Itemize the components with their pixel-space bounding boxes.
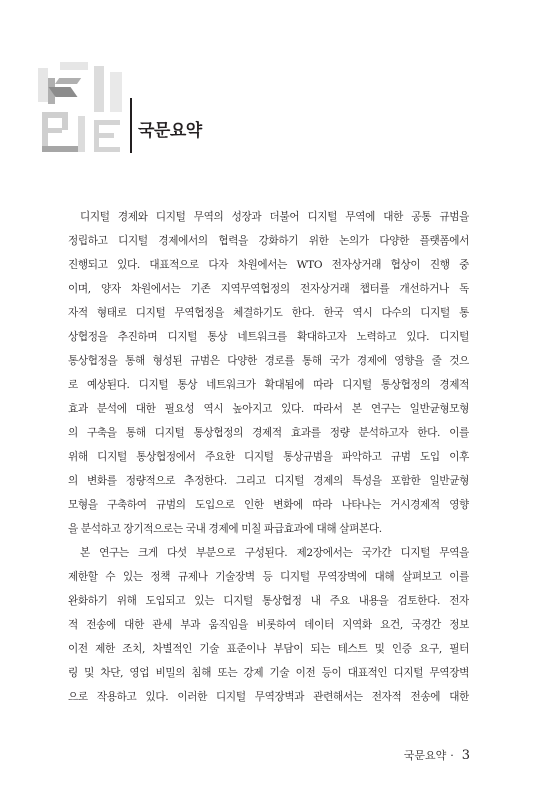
body-line: 적 전송에 대한 관세 부과 움직임을 비롯하여 데이터 지역화 요건, 국경간 정보: [68, 619, 469, 631]
body-line: 로 예상된다. 디지털 통상 네트워크가 확대됨에 따라 디지털 통상협정의 경제적: [68, 379, 469, 391]
body-line: 본 연구는 크게 다섯 부분으로 구성된다. 제2장에서는 국가간 디지털 무역을: [80, 547, 469, 559]
body-line: 디지털 경제와 디지털 무역의 성장과 더불어 디지털 무역에 대한 공통 규범을: [80, 211, 469, 223]
body-line: 을 분석하고 장기적으로는 국내 경제에 미칠 파급효과에 대해 살펴본다.: [68, 523, 382, 535]
body-line: 완화하기 위해 도입되고 있는 디지털 통상협정 내 주요 내용을 검토한다. 전자: [68, 595, 469, 607]
body-line: 의 구축을 통해 디지털 통상협정의 경제적 효과를 정량 분석하고자 한다. 이를: [68, 427, 469, 439]
body-line: 이며, 양자 차원에서는 기존 지역무역협정의 전자상거래 챕터를 개선하거나 독: [68, 283, 469, 295]
page-title: 국문요약: [138, 121, 202, 141]
body-line: 모형을 구축하여 규범의 도입으로 인한 변화에 따라 나타나는 거시경제적 영향: [68, 499, 469, 511]
body-line: 제한할 수 있는 정책 규제나 기술장벽 등 디지털 무역장벽에 대해 살펴보고 이를: [68, 571, 469, 583]
page-number: 3: [461, 748, 470, 763]
footer-separator: ·: [450, 749, 454, 762]
body-line: 이전 제한 조치, 차별적인 기술 표준이나 부담이 되는 테스트 및 인증 요구, 필터: [68, 643, 469, 655]
body-text: [68, 205, 469, 709]
body-line: 자적 형태로 디지털 무역협정을 체결하기도 한다. 한국 역시 다수의 디지털 통: [68, 307, 469, 319]
body-line: 상협정을 추진하며 디지털 통상 네트워크를 확대하고자 노력하고 있다. 디지털: [68, 331, 469, 343]
body-line: 의 변화를 정량적으로 추정한다. 그리고 디지털 경제의 특성을 포함한 일반균형: [68, 475, 469, 487]
page-footer: [404, 747, 470, 763]
body-line: 링 및 차단, 영업 비밀의 침해 또는 강제 기술 이전 등이 대표적인 디지털 무역장벽: [68, 667, 469, 679]
body-line: 정립하고 디지털 경제에서의 협력을 강화하기 위한 논의가 다양한 플랫폼에서: [68, 235, 469, 247]
footer-section-title: 국문요약: [403, 749, 447, 762]
title-rule: [130, 98, 132, 153]
body-line: 통상협정을 통해 형성된 규범은 다양한 경로를 통해 국가 경제에 영향을 줄 것으: [68, 355, 469, 367]
body-line: 효과 분석에 대한 필요성 역시 높아지고 있다. 따라서 본 연구는 일반균형모형: [68, 403, 469, 415]
body-line: 진행되고 있다. 대표적으로 다자 차원에서는 WTO 전자상거래 협상이 진행 중: [68, 259, 469, 271]
body-line: 위해 디지털 통상협정에서 주요한 디지털 통상규범을 파악하고 규범 도입 이후: [68, 451, 469, 463]
body-line: 으로 작용하고 있다. 이러한 디지털 무역장벽과 관련해서는 전자적 전송에 대한: [68, 691, 469, 703]
chapter-logo-graphic: [38, 62, 130, 152]
